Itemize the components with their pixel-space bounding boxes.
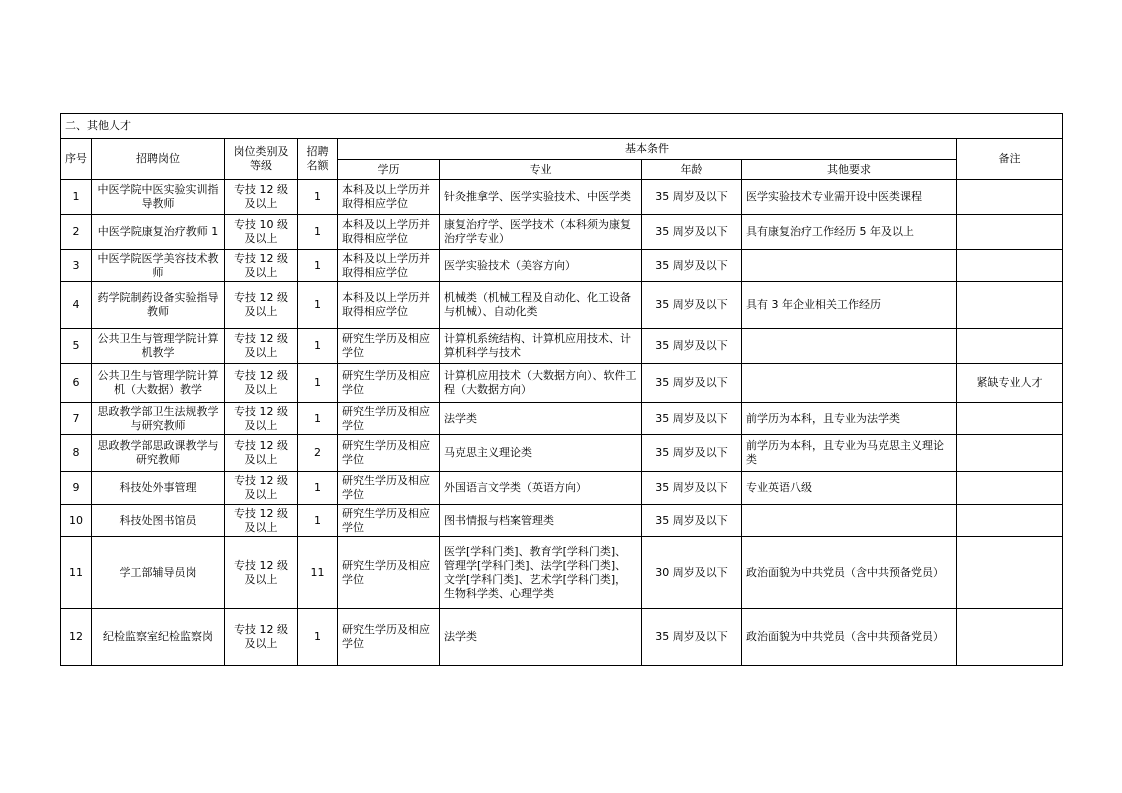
cell-quota: 1 [298,472,338,505]
cell-age: 35 周岁及以下 [642,505,742,537]
cell-remark [957,180,1063,215]
section-title: 二、其他人才 [61,114,1063,139]
cell-other: 专业英语八级 [742,472,957,505]
cell-remark [957,537,1063,609]
cell-education: 研究生学历及相应学位 [338,609,440,666]
cell-category: 专技 12 级及以上 [225,537,298,609]
cell-remark: 紧缺专业人才 [957,364,1063,403]
header-quota: 招聘名额 [298,139,338,180]
cell-education: 本科及以上学历并取得相应学位 [338,215,440,250]
header-other: 其他要求 [742,160,957,180]
table-row [61,435,1063,472]
header-position: 招聘岗位 [92,139,225,180]
cell-category: 专技 10 级及以上 [225,215,298,250]
cell-education: 本科及以上学历并取得相应学位 [338,180,440,215]
cell-position: 纪检监察室纪检监察岗 [92,609,225,666]
header-seq: 序号 [61,139,92,180]
cell-education: 本科及以上学历并取得相应学位 [338,250,440,282]
cell-seq: 11 [61,537,92,609]
cell-position: 药学院制药设备实验指导教师 [92,282,225,329]
cell-position: 科技处外事管理 [92,472,225,505]
cell-position: 中医学院医学美容技术教师 [92,250,225,282]
table-row [61,403,1063,435]
cell-major: 医学实验技术（美容方向） [440,250,642,282]
cell-seq: 2 [61,215,92,250]
cell-quota: 1 [298,364,338,403]
cell-category: 专技 12 级及以上 [225,609,298,666]
cell-quota: 1 [298,329,338,364]
cell-other [742,505,957,537]
cell-category: 专技 12 级及以上 [225,505,298,537]
cell-major: 计算机应用技术（大数据方向）、软件工程（大数据方向） [440,364,642,403]
cell-category: 专技 12 级及以上 [225,403,298,435]
cell-other: 政治面貌为中共党员（含中共预备党员） [742,609,957,666]
cell-major: 马克思主义理论类 [440,435,642,472]
cell-remark [957,329,1063,364]
cell-seq: 9 [61,472,92,505]
cell-seq: 6 [61,364,92,403]
table-row [61,537,1063,609]
header-major: 专业 [440,160,642,180]
cell-seq: 3 [61,250,92,282]
cell-other [742,364,957,403]
cell-remark [957,250,1063,282]
cell-category: 专技 12 级及以上 [225,435,298,472]
cell-quota: 1 [298,180,338,215]
cell-position: 科技处图书馆员 [92,505,225,537]
cell-other: 政治面貌为中共党员（含中共预备党员） [742,537,957,609]
cell-education: 研究生学历及相应学位 [338,505,440,537]
header-remark: 备注 [957,139,1063,180]
cell-age: 35 周岁及以下 [642,609,742,666]
cell-major: 计算机系统结构、计算机应用技术、计算机科学与技术 [440,329,642,364]
cell-seq: 12 [61,609,92,666]
cell-age: 35 周岁及以下 [642,472,742,505]
cell-quota: 1 [298,282,338,329]
cell-age: 30 周岁及以下 [642,537,742,609]
header-basic-conditions: 基本条件 [338,139,957,160]
cell-education: 研究生学历及相应学位 [338,435,440,472]
cell-major: 医学[学科门类]、教育学[学科门类]、管理学[学科门类]、法学[学科门类]、文学[学科门类]、艺术学[学科门类]，生物科学类、心理学类 [440,537,642,609]
cell-quota: 1 [298,609,338,666]
cell-education: 研究生学历及相应学位 [338,537,440,609]
cell-other [742,250,957,282]
table-row [61,250,1063,282]
cell-category: 专技 12 级及以上 [225,180,298,215]
cell-seq: 5 [61,329,92,364]
cell-other: 前学历为本科，且专业为法学类 [742,403,957,435]
header-age: 年龄 [642,160,742,180]
table-row [61,282,1063,329]
cell-category: 专技 12 级及以上 [225,250,298,282]
cell-seq: 8 [61,435,92,472]
cell-seq: 1 [61,180,92,215]
table-row [61,609,1063,666]
cell-quota: 2 [298,435,338,472]
cell-age: 35 周岁及以下 [642,250,742,282]
cell-seq: 7 [61,403,92,435]
cell-category: 专技 12 级及以上 [225,472,298,505]
cell-quota: 1 [298,250,338,282]
cell-major: 外国语言文学类（英语方向） [440,472,642,505]
cell-education: 研究生学历及相应学位 [338,329,440,364]
cell-education: 本科及以上学历并取得相应学位 [338,282,440,329]
table-row [61,215,1063,250]
cell-position: 思政教学部思政课教学与研究教师 [92,435,225,472]
cell-quota: 1 [298,505,338,537]
cell-age: 35 周岁及以下 [642,282,742,329]
cell-other: 前学历为本科，且专业为马克思主义理论类 [742,435,957,472]
table-row [61,329,1063,364]
cell-position: 学工部辅导员岗 [92,537,225,609]
table-row [61,180,1063,215]
cell-major: 康复治疗学、医学技术（本科须为康复治疗学专业） [440,215,642,250]
cell-category: 专技 12 级及以上 [225,329,298,364]
cell-seq: 4 [61,282,92,329]
cell-age: 35 周岁及以下 [642,403,742,435]
cell-age: 35 周岁及以下 [642,180,742,215]
cell-age: 35 周岁及以下 [642,364,742,403]
cell-education: 研究生学历及相应学位 [338,364,440,403]
cell-remark [957,215,1063,250]
cell-remark [957,472,1063,505]
cell-major: 法学类 [440,609,642,666]
recruitment-table [60,113,1063,666]
cell-category: 专技 12 级及以上 [225,364,298,403]
cell-major: 机械类（机械工程及自动化、化工设备与机械）、自动化类 [440,282,642,329]
cell-education: 研究生学历及相应学位 [338,403,440,435]
cell-position: 中医学院康复治疗教师 1 [92,215,225,250]
cell-major: 针灸推拿学、医学实验技术、中医学类 [440,180,642,215]
table-row [61,472,1063,505]
header-education: 学历 [338,160,440,180]
cell-position: 公共卫生与管理学院计算机教学 [92,329,225,364]
cell-quota: 1 [298,215,338,250]
cell-remark [957,403,1063,435]
cell-education: 研究生学历及相应学位 [338,472,440,505]
section-row [61,114,1063,139]
cell-other: 医学实验技术专业需开设中医类课程 [742,180,957,215]
table-row [61,505,1063,537]
cell-position: 思政教学部卫生法规教学与研究教师 [92,403,225,435]
cell-age: 35 周岁及以下 [642,435,742,472]
cell-remark [957,505,1063,537]
cell-position: 中医学院中医实验实训指导教师 [92,180,225,215]
cell-other: 具有 3 年企业相关工作经历 [742,282,957,329]
cell-position: 公共卫生与管理学院计算机（大数据）教学 [92,364,225,403]
header-category: 岗位类别及等级 [225,139,298,180]
table-row [61,364,1063,403]
cell-age: 35 周岁及以下 [642,215,742,250]
header-row-1 [61,139,1063,160]
cell-remark [957,435,1063,472]
cell-remark [957,282,1063,329]
cell-remark [957,609,1063,666]
cell-seq: 10 [61,505,92,537]
cell-category: 专技 12 级及以上 [225,282,298,329]
cell-other [742,329,957,364]
cell-quota: 1 [298,403,338,435]
cell-age: 35 周岁及以下 [642,329,742,364]
cell-other: 具有康复治疗工作经历 5 年及以上 [742,215,957,250]
cell-major: 图书情报与档案管理类 [440,505,642,537]
cell-quota: 11 [298,537,338,609]
cell-major: 法学类 [440,403,642,435]
